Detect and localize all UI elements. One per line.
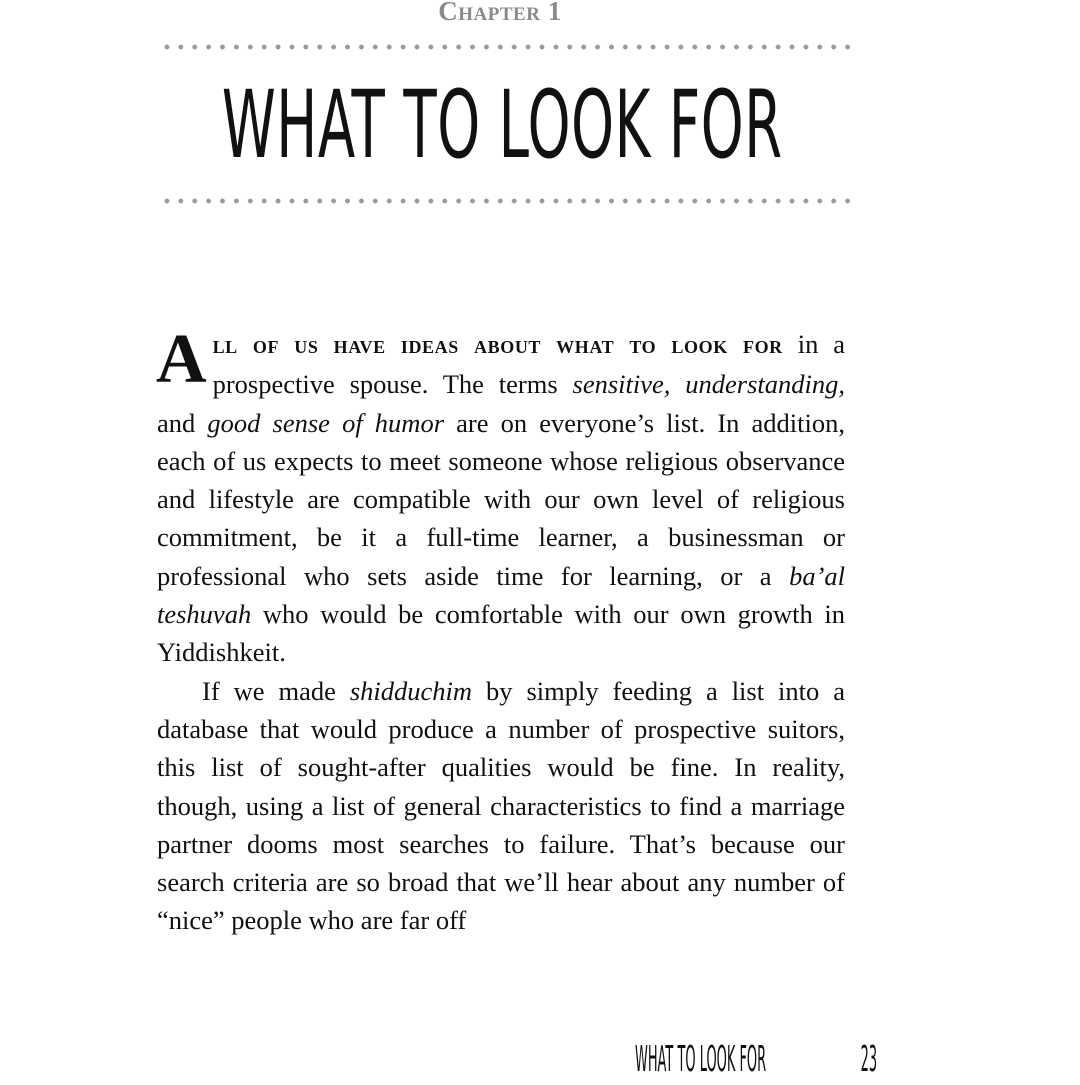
page-number: 23 — [860, 1039, 877, 1080]
running-footer — [635, 1035, 1035, 1085]
italic-run: sensitive, understanding, — [572, 369, 845, 400]
chapter-label: Chapter 1 — [438, 0, 562, 26]
italic-run: ba’al teshuvah — [157, 560, 845, 630]
text-run: are on everyone’s list. In addition, each of us expects to meet someone whose religious observance and lifestyle are compatible with our own level of religious commitment, be it a full-time learner, a businessman or professional who sets aside time for learning, or a — [157, 407, 846, 591]
paragraph-2 — [157, 672, 845, 940]
paragraph-1 — [156, 321, 846, 672]
chapter-title: WHAT TO LOOK FOR — [221, 71, 783, 180]
dotted-rule-top — [160, 44, 850, 50]
footer-text — [635, 1035, 888, 1085]
lead-in-smallcaps: ll of us have ideas about what to look for — [212, 332, 783, 359]
text-run: by simply feeding a list into a database that would produce a number of prospective suitors, this list of sought-after qualities would be fine. In reality, though, using a list of general characteristics to find a marriage partner dooms most searches to failure. That’s because our search criteria are so broad that we’ll hear about any number of “nice” people who are far off — [157, 675, 846, 936]
drop-cap: A — [156, 321, 207, 398]
running-head: WHAT TO LOOK FOR — [635, 1039, 767, 1080]
body-text — [156, 321, 846, 940]
italic-run: good sense of humor — [207, 407, 445, 438]
text-run: If we made — [202, 675, 350, 706]
text-run: and — [157, 407, 208, 438]
text-run: in a prospective spouse. The terms — [212, 329, 845, 400]
text-run: who would be comfortable with our own growth in Yiddishkeit. — [157, 599, 845, 668]
dotted-rule-bottom — [160, 198, 850, 204]
italic-run: shidduchim — [349, 675, 473, 706]
